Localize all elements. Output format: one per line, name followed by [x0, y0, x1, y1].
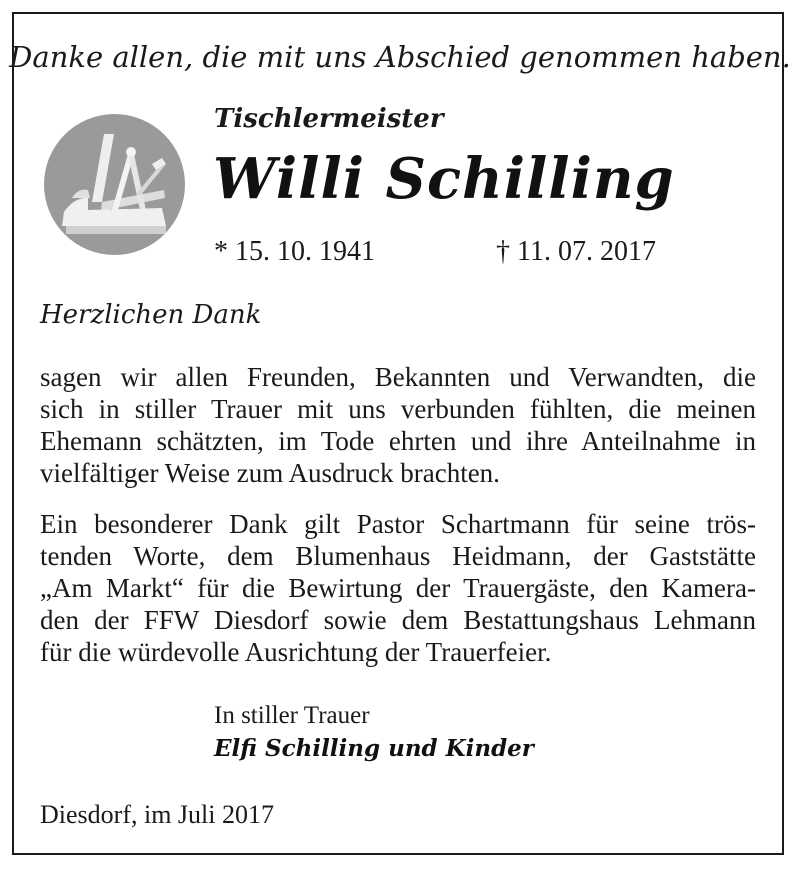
- mourning-line: In stiller Trauer: [214, 702, 370, 729]
- deceased-name: Willi Schilling: [213, 146, 675, 212]
- text-line: Ehemann schätzten, im Tode ehrten und ihre Anteilnahme in: [40, 426, 756, 456]
- signature: Elfi Schilling und Kinder: [214, 735, 534, 762]
- text-line: für die würdevolle Ausrichtung der Trauerfeier.: [40, 637, 552, 667]
- profession-title: Tischlermeister: [214, 104, 444, 134]
- thanks-heading: Herzlichen Dank: [40, 300, 262, 330]
- text-line: den der FFW Diesdorf sowie dem Bestattungshaus Lehmann: [40, 605, 756, 635]
- text-line: Ein besonderer Dank gilt Pastor Schartmann für seine trös-: [40, 509, 756, 539]
- text-line: vielfältiger Weise zum Ausdruck brachten.: [40, 458, 500, 488]
- text-line: sagen wir allen Freunden, Bekannten und Verwandten, die: [40, 362, 756, 392]
- place-date: Diesdorf, im Juli 2017: [40, 800, 274, 829]
- thanks-paragraph-1: [40, 361, 756, 489]
- text-line: sich in stiller Trauer mit uns verbunden fühlten, die meinen: [40, 394, 756, 424]
- thanks-paragraph-2: [40, 508, 756, 668]
- headline: Danke allen, die mit uns Abschied genommen haben.: [9, 40, 791, 74]
- birth-date: * 15. 10. 1941: [214, 236, 375, 267]
- carpenter-tools-icon: [44, 114, 185, 255]
- death-date: † 11. 07. 2017: [496, 236, 656, 267]
- text-line: tenden Worte, dem Blumenhaus Heidmann, der Gaststätte: [40, 541, 756, 571]
- text-line: „Am Markt“ für die Bewirtung der Trauergäste, den Kamera-: [40, 573, 756, 603]
